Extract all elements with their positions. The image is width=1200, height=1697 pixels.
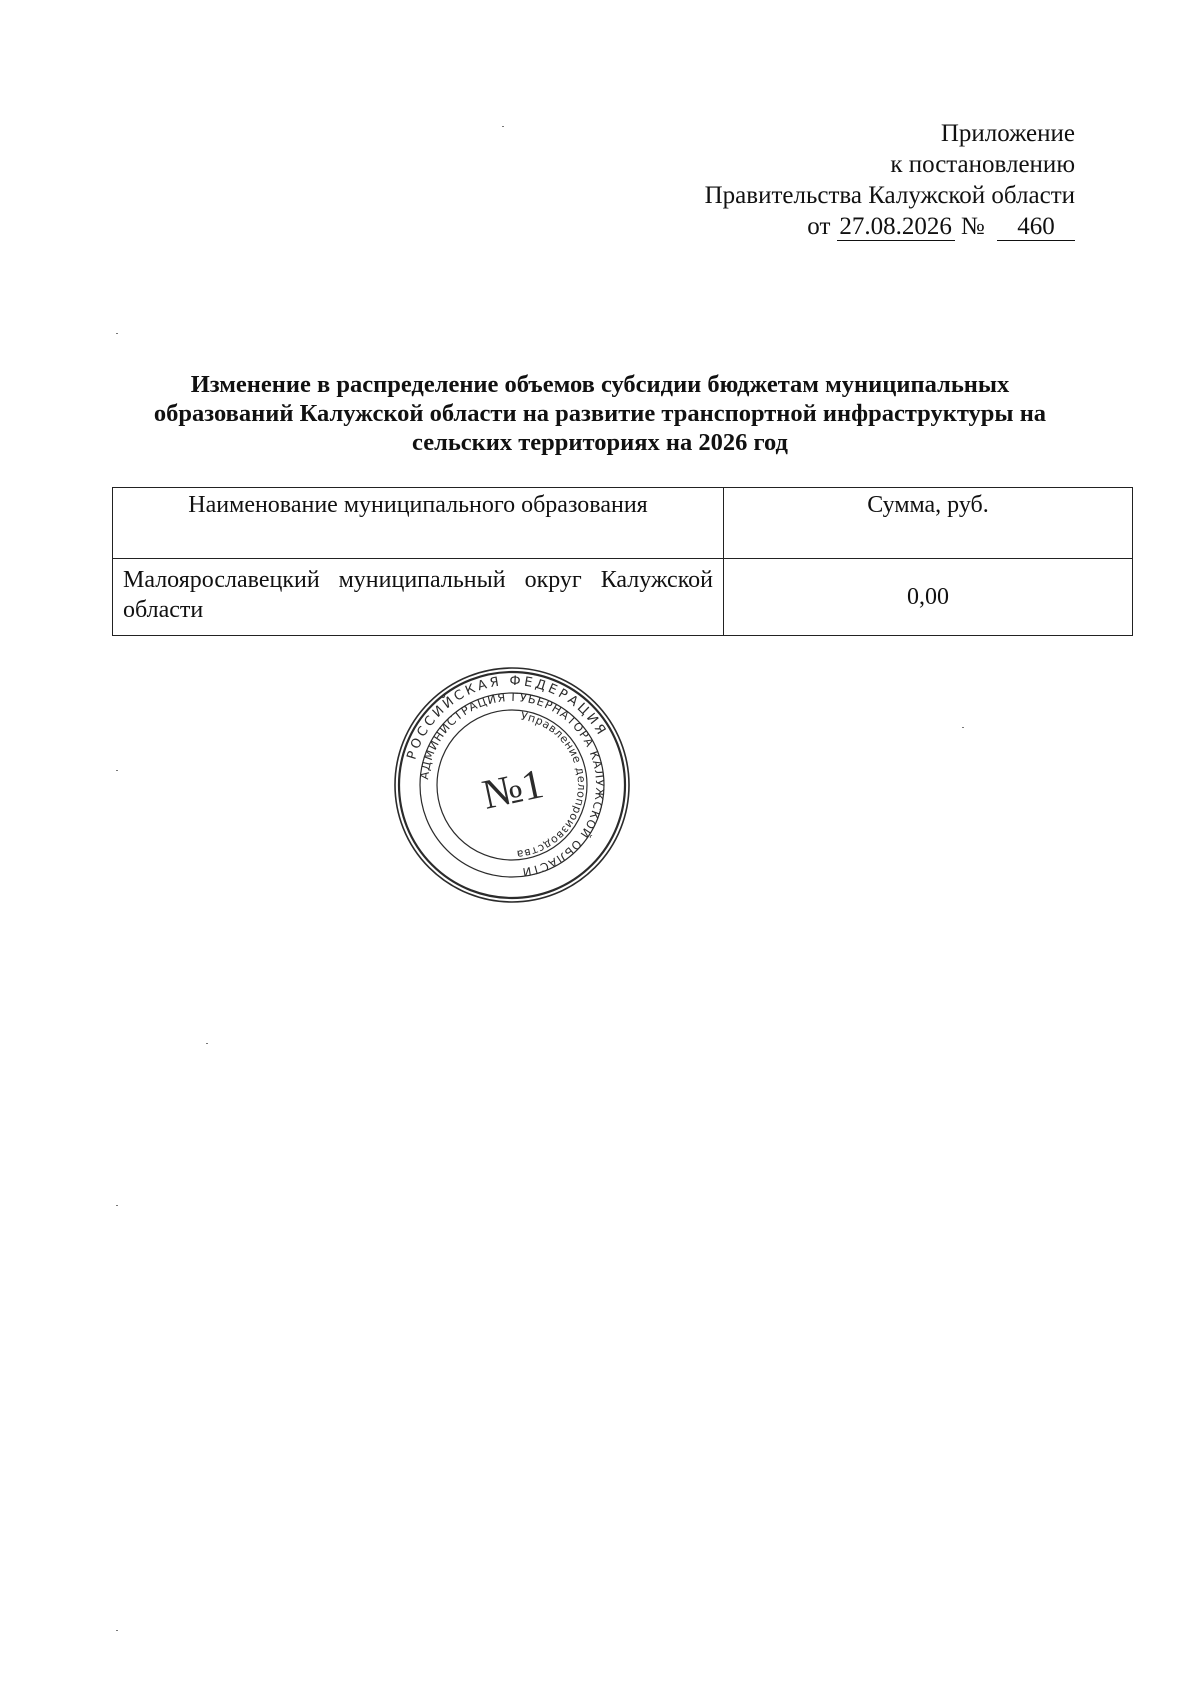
scan-speck <box>116 1205 118 1206</box>
scan-speck <box>116 333 118 334</box>
scan-speck <box>116 770 118 771</box>
distribution-table <box>112 487 1133 636</box>
table-header-row <box>113 488 1133 559</box>
document-number: 460 <box>997 214 1075 241</box>
scan-speck <box>502 126 504 127</box>
appendix-header <box>705 118 1075 242</box>
municipality-name: Малоярославецкий муниципальный округ Калужской области <box>113 559 724 636</box>
appendix-line-3: Правительства Калужской области <box>704 182 1075 209</box>
seal-center-number: №1 <box>478 761 548 819</box>
scan-speck <box>116 1630 118 1631</box>
seal-middle-text: АДМИНИСТРАЦИЯ ГУБЕРНАТОРА КАЛУЖСКОЙ ОБЛАСТИ <box>417 689 608 880</box>
seal-outer-text: РОССИЙСКАЯ ФЕДЕРАЦИЯ <box>404 673 610 762</box>
date-prefix: от <box>807 213 831 240</box>
header-sum: Сумма, руб. <box>724 488 1133 559</box>
official-seal <box>392 665 632 905</box>
document-title: Изменение в распределение объемов субсидии бюджетам муниципальных образований Калужской области на развитие транспортной инфраструктуры на сельских территориях на 2026 год <box>153 371 1047 456</box>
sum-value: 0,00 <box>724 559 1133 636</box>
number-sign: № <box>960 213 985 240</box>
seal-graphic <box>392 665 632 905</box>
header-municipality: Наименование муниципального образования <box>113 488 724 559</box>
table-row <box>113 559 1133 636</box>
seal-inner-text: Управление делопроизводства <box>515 709 589 861</box>
scan-speck <box>962 727 964 728</box>
appendix-date-line <box>705 211 1075 242</box>
appendix-line-2: к постановлению <box>890 151 1075 178</box>
scan-speck <box>206 1043 208 1044</box>
date-value: 27.08.2026 <box>837 214 955 241</box>
appendix-line-1: Приложение <box>940 120 1075 147</box>
